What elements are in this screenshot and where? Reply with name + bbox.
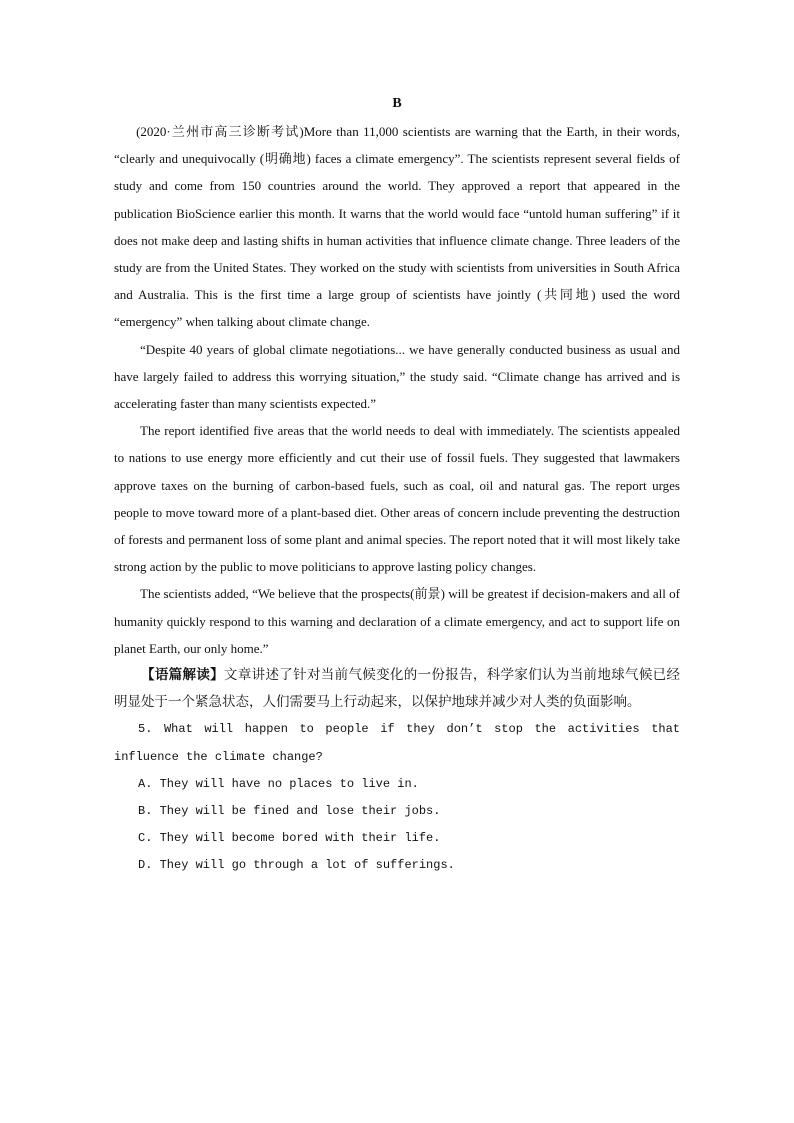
paragraph-1-text: More than 11,000 scientists are warning that the Earth, in their words, “clearly and unequivocally (明确地) faces a climate emergency”. The scientists represent several fields of study and come from 150 countries around the world. They approved a report that appeared in the publication BioScience earlier this month. It warns that the world would face “untold human suffering” if it does not make deep and lasting shifts in human activities that influence climate change. Three leaders of the study are from the United States. They worked on the study with scientists from universities in South Africa and Australia. This is the first time a large group of scientists have jointly (共同地) used the word “emergency” when talking about climate change. bbox=[114, 124, 680, 330]
option-c: C. They will become bored with their life. bbox=[138, 831, 441, 846]
passage-paragraph-2: “Despite 40 years of global climate negotiations... we have generally conducted business as usual and have largely failed to address this worrying situation,” the study said. “Climate change has arrived and is accelerating faster than many scientists expected.” bbox=[114, 341, 680, 412]
analysis-text: 文章讲述了针对当前气候变化的一份报告，科学家们认为当前地球气候已经明显处于一个紧急状态，人们需要马上行动起来，以保护地球并减少对人类的负面影响。 bbox=[114, 667, 681, 711]
passage-paragraph-1 bbox=[114, 118, 680, 336]
option-a: A. They will have no places to live in. bbox=[138, 776, 419, 791]
passage-body bbox=[114, 118, 680, 880]
option-b: B. They will be fined and lose their jobs. bbox=[138, 804, 441, 819]
section-heading: B bbox=[392, 96, 402, 111]
analysis-tag: 【语篇解读】 bbox=[141, 667, 224, 684]
option-d: D. They will go through a lot of sufferings. bbox=[138, 858, 455, 873]
analysis-paragraph bbox=[114, 662, 680, 716]
source-tag: (2020·兰州市高三诊断考试) bbox=[136, 124, 304, 139]
passage-paragraph-4: The scientists added, “We believe that the prospects(前景) will be greatest if decision-makers and all of humanity quickly respond to this warning and declaration of a climate emergency, and act to support life on planet Earth, our only home.” bbox=[114, 586, 680, 656]
passage-paragraph-3: The report identified five areas that the world needs to deal with immediately. The scientists appealed to nations to use energy more efficiently and cut their use of fossil fuels. They suggested that lawmakers approve taxes on the burning of carbon-based fuels, such as coal, oil and natural gas. The report urges people to move toward more of a plant-based diet. Other areas of concern include preventing the destruction of forests and permanent loss of some plant and animal species. The report noted that it will most likely take strong action by the public to move politicians to approve lasting policy changes. bbox=[114, 423, 680, 575]
question-stem: 5. What will happen to people if they don’t stop the activities that influence the climate change? bbox=[114, 722, 680, 764]
